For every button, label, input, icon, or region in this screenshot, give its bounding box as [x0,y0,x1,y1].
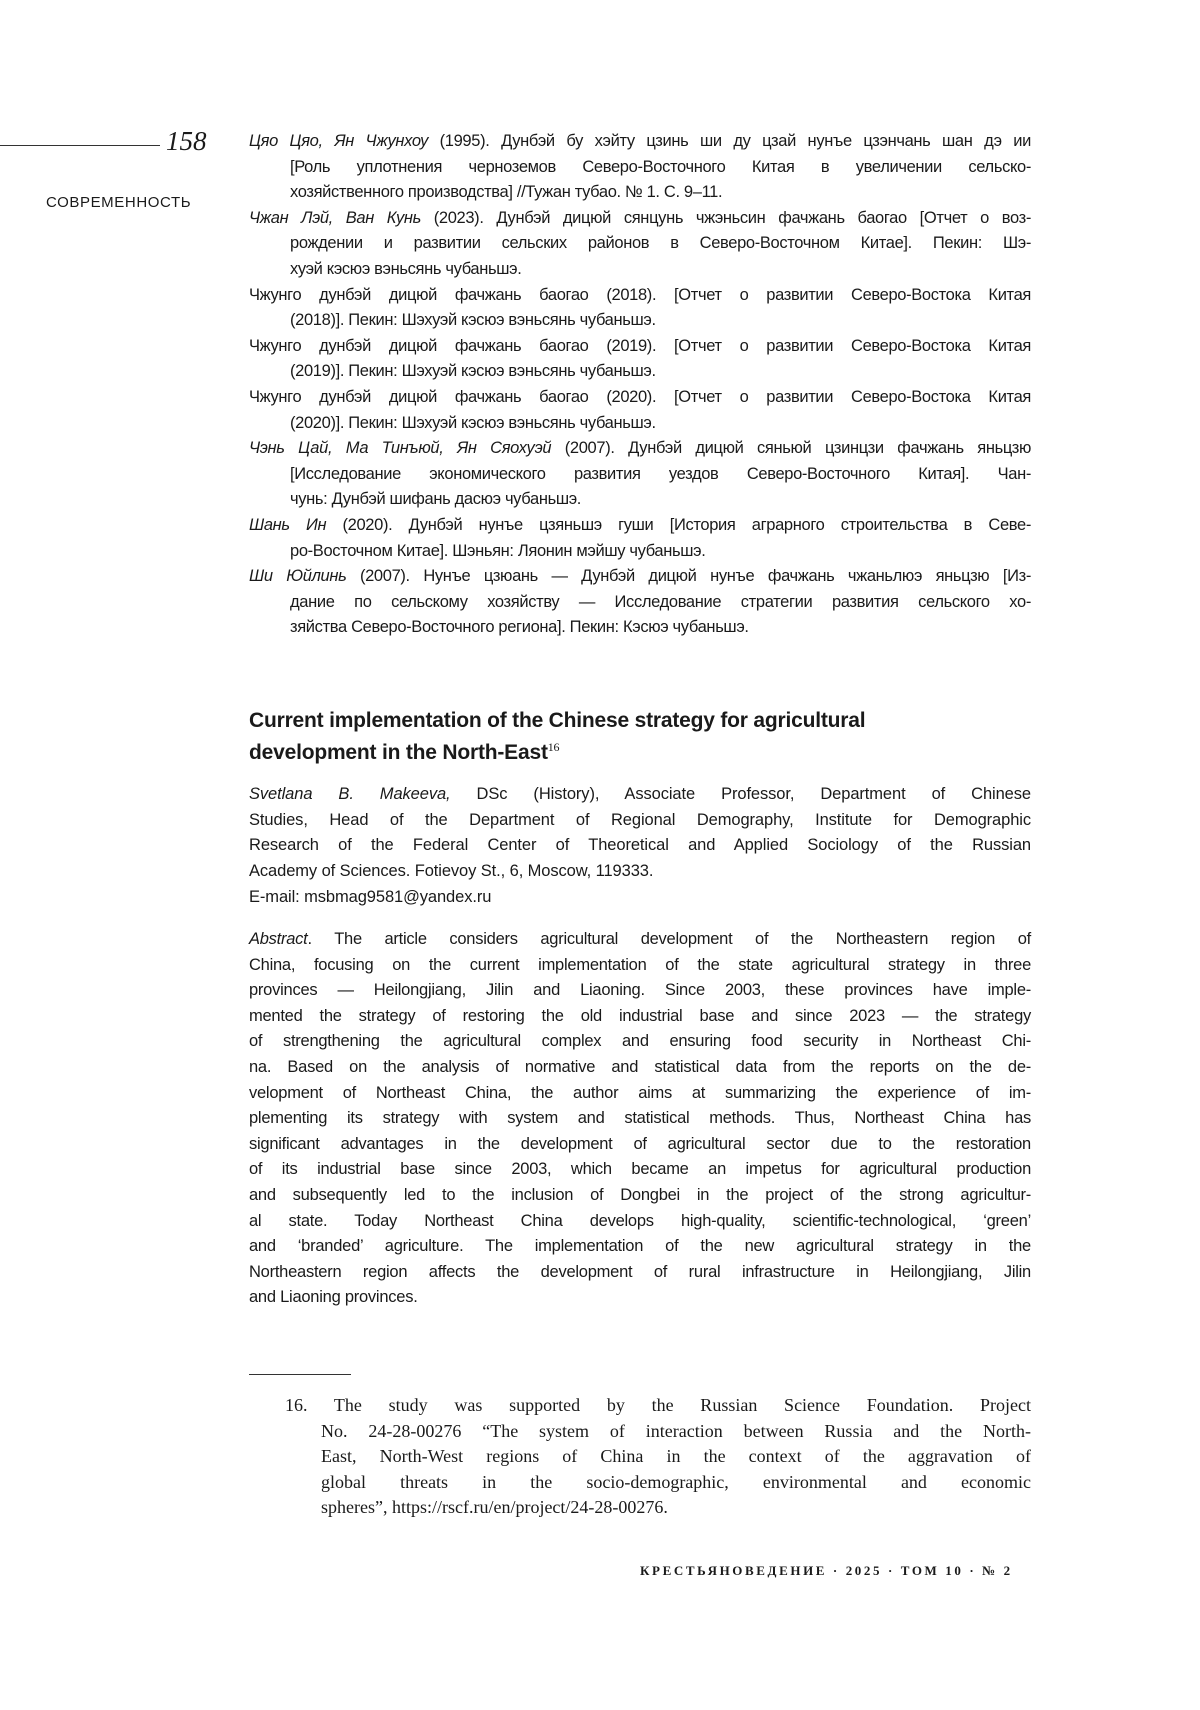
reference-author: Чэнь Цай, Ма Тинъюй, Ян Сяохуэй [249,439,552,458]
abstract-line [249,1234,1031,1260]
reference-text: (2018)]. Пекин: Шэхуэй кэсюэ вэньсянь чубаньшэ. [290,311,656,330]
abstract-text: of strengthening the agricultural complex and ensuring food security in Northeast Chi- [249,1032,1031,1051]
reference-line [249,231,1031,257]
reference-text: зяйства Северо-Восточного региона]. Пекин: Кэсюэ чубаньшэ. [290,618,749,637]
reference-text: (2020). Дунбэй нунъе цзяньшэ гуши [История аграрного строительства в Севе- [326,515,1031,534]
abstract-line [249,953,1031,979]
abstract-text: and Liaoning provinces. [249,1288,418,1307]
abstract-text: provinces — Heilongjiang, Jilin and Liaoning. Since 2003, these provinces have imple- [249,981,1031,1000]
author-line [249,858,1031,884]
abstract-line [249,1004,1031,1030]
reference-author: Цяо Цяо, Ян Чжунхоу [249,132,429,150]
reference-text: Чжунго дунбэй дицюй фачжань баогао (2018). [Отчет о развитии Северо-Востока Китая [249,285,1031,304]
reference-text: (1995). Дунбэй бу хэйту цзинь ши ду цзай нунъе цзэнчань шан дэ ии [428,132,1031,150]
reference-item [249,129,1031,206]
reference-text: (2020)]. Пекин: Шэхуэй кэсюэ вэньсянь чубаньшэ. [290,413,656,432]
reference-line [249,308,1031,334]
reference-item [249,206,1031,283]
reference-line [249,180,1031,206]
author-text: Research of the Federal Center of Theoretical and Applied Sociology of the Russian [249,836,1031,855]
author-text: E-mail: msbmag9581@yandex.ru [249,887,492,906]
reference-line [249,283,1031,309]
author-text: Studies, Head of the Department of Regional Demography, Institute for Demographic [249,810,1031,829]
abstract-text: and subsequently led to the inclusion of Dongbei in the project of the strong agricultur- [249,1185,1031,1204]
journal-footer: КРЕСТЬЯНОВЕДЕНИЕ · 2025 · ТОМ 10 · № 2 [640,1563,1013,1578]
abstract-line [249,1055,1031,1081]
abstract-line [249,978,1031,1004]
reference-text: (2007). Дунбэй дицюй сяньюй цзинцзи фачжань яньцзю [551,439,1031,458]
author-line [249,832,1031,858]
reference-author: Ши Юйлинь [249,567,347,586]
reference-line [249,539,1031,565]
reference-text: (2019)]. Пекин: Шэхуэй кэсюэ вэньсянь чубаньшэ. [290,362,656,381]
section-label: СОВРЕМЕННОСТЬ [46,194,192,211]
abstract-text: Northeastern region affects the development of rural infrastructure in Heilongjiang, Jilin [249,1262,1031,1281]
reference-text: хуэй кэсюэ вэньсянь чубаньшэ. [290,259,522,278]
abstract-line [249,1157,1031,1183]
footnote-line: East, North-West regions of China in the context of the aggravation of [321,1446,1031,1467]
reference-item [249,385,1031,436]
footnote-ref[interactable]: 16 [547,740,560,754]
reference-line [249,129,1031,155]
reference-text: дание по сельскому хозяйству — Исследование стратегии развития сельского хо- [290,592,1031,611]
footnote-line: spheres”, https://rscf.ru/en/project/24-28-00276. [321,1497,668,1518]
abstract-text: na. Based on the analysis of normative and statistical data from the reports on the de- [249,1057,1031,1076]
author-info [249,781,1031,910]
reference-text: [Исследование экономического развития уездов Северо-Восточного Китая]. Чан- [290,464,1031,483]
article-title-line [249,734,1039,766]
reference-text: Чжунго дунбэй дицюй фачжань баогао (2020). [Отчет о развитии Северо-Востока Китая [249,387,1031,406]
abstract-text: velopment of Northeast China, the author aims at summarizing the experience of im- [249,1083,1031,1102]
abstract-text: plementing its strategy with system and statistical methods. Thus, Northeast China has [249,1109,1031,1128]
abstract-line [249,1132,1031,1158]
abstract-line [249,1260,1031,1286]
reference-line [249,513,1031,539]
reference-line [249,462,1031,488]
reference-text: Чжунго дунбэй дицюй фачжань баогао (2019). [Отчет о развитии Северо-Востока Китая [249,336,1031,355]
reference-text: ро-Восточном Китае]. Шэньян: Ляонин мэйшу чубаньшэ. [290,541,706,560]
reference-text: (2023). Дунбэй дицюй сянцунь чжэньсин фачжань баогао [Отчет о воз- [420,208,1031,227]
footnote-line: global threats in the socio-demographic, environmental and economic [321,1471,1031,1492]
author-line [249,884,1031,910]
reference-line [249,564,1031,590]
reference-text: (2007). Нунъе цзюань — Дунбэй дицюй нунъе фачжань чжаньлюэ яньцзю [Из- [346,567,1031,586]
reference-line [249,487,1031,513]
reference-line [249,206,1031,232]
abstract-text: . The article considers agricultural development of the Northeastern region of [307,930,1031,948]
abstract-line [249,1285,1031,1311]
author-name: Svetlana B. Makeeva, [249,785,451,803]
page-number: 158 [166,126,207,156]
reference-line [249,590,1031,616]
reference-line [249,257,1031,283]
abstract-line [249,1183,1031,1209]
abstract-line [249,1029,1031,1055]
reference-line [249,385,1031,411]
article-title [249,708,1039,766]
reference-text: чунь: Дунбэй шифань дасюэ чубаньшэ. [290,490,582,509]
reference-item [249,334,1031,385]
abstract-text: China, focusing on the current implementation of the state agricultural strategy in three [249,955,1031,974]
abstract-line [249,927,1031,953]
abstract-text: and ‘branded’ agriculture. The implementation of the new agricultural strategy in the [249,1237,1031,1256]
reference-item [249,283,1031,334]
abstract-label: Abstract [249,930,308,948]
author-text: Academy of Sciences. Fotievoy St., 6, Moscow, 119333. [249,861,654,880]
footnote-divider [249,1374,351,1375]
reference-author: Чжан Лэй, Ван Кунь [249,208,421,227]
reference-line [249,411,1031,437]
author-line [249,781,1031,807]
footnote-line: No. 24-28-00276 “The system of interaction between Russia and the North- [321,1420,1031,1441]
abstract-text: al state. Today Northeast China develops high-quality, scientific-technological, ‘green’ [249,1211,1031,1230]
abstract-text: of its industrial base since 2003, which became an impetus for agricultural production [249,1160,1031,1179]
reference-list [249,129,1031,641]
title-text: development in the North-East [249,741,548,764]
abstract-line [249,1106,1031,1132]
reference-line [249,615,1031,641]
abstract [249,927,1031,1311]
reference-text: [Роль уплотнения черноземов Северо-Восточного Китая в увеличении сельско- [290,157,1031,176]
abstract-text: mented the strategy of restoring the old industrial base and since 2023 — the strategy [249,1006,1031,1025]
reference-text: хозяйственного производства] //Тужан тубао. № 1. С. 9–11. [290,183,723,202]
abstract-line [249,1209,1031,1235]
footnote [285,1393,1031,1521]
reference-line [249,334,1031,360]
abstract-text: significant advantages in the development of agricultural sector due to the restoration [249,1134,1031,1153]
reference-author: Шань Ин [249,515,327,534]
page-number-rule [0,145,160,146]
author-line [249,807,1031,833]
reference-text: рождении и развитии сельских районов в Северо-Восточном Китае]. Пекин: Шэ- [290,234,1031,253]
author-text: DSc (History), Associate Professor, Department of Chinese [450,785,1031,803]
reference-line [249,155,1031,181]
article-title-line: Current implementation of the Chinese strategy for agricultural [249,709,866,732]
footnote-line: 16. The study was supported by the Russian Science Foundation. Project [285,1395,1031,1415]
reference-line [249,436,1031,462]
reference-item [249,436,1031,513]
reference-line [249,359,1031,385]
abstract-line [249,1081,1031,1107]
reference-item [249,513,1031,564]
reference-item [249,564,1031,641]
